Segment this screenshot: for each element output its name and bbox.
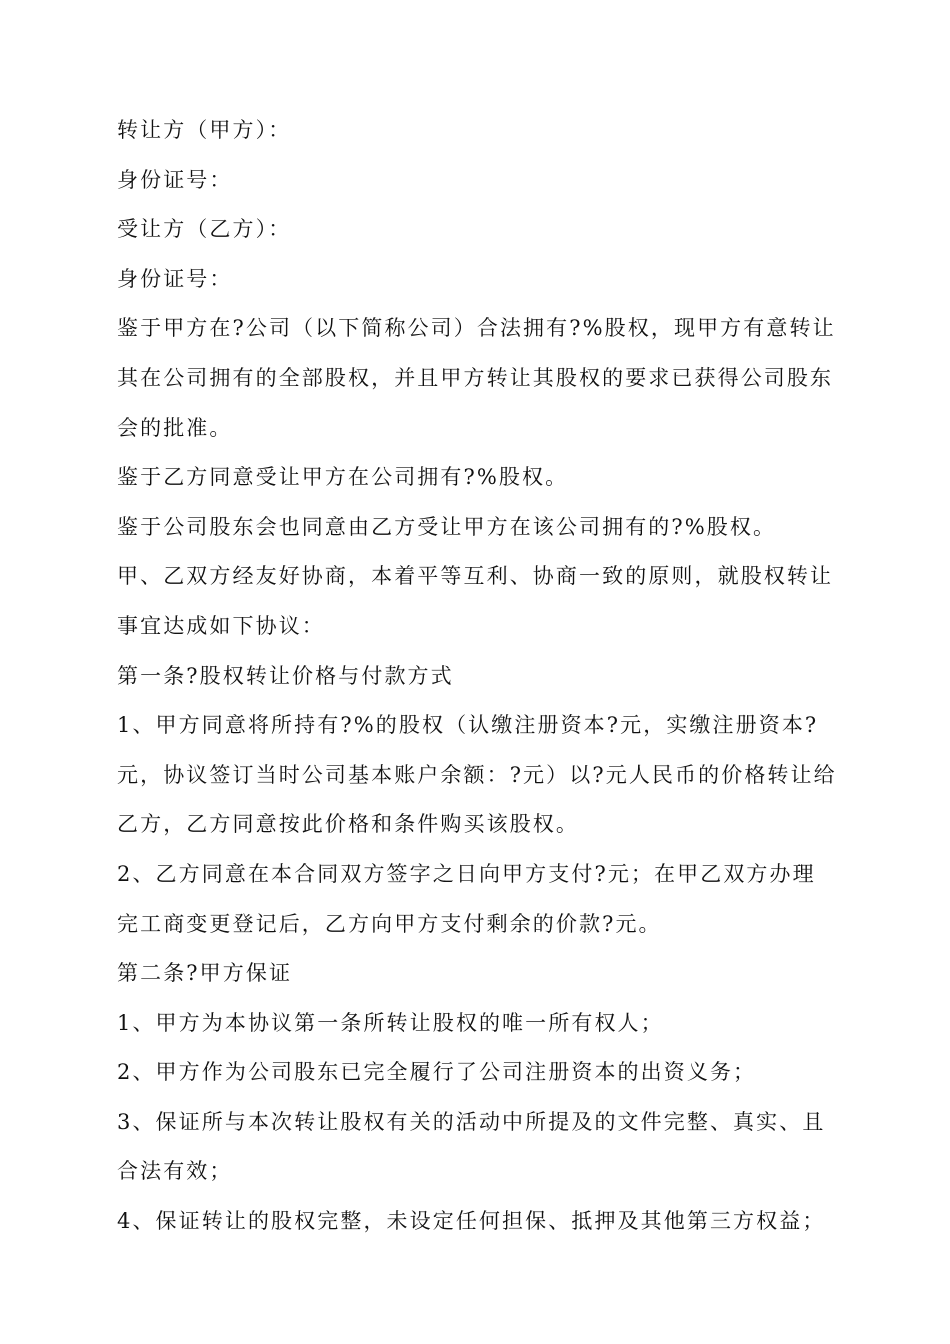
article-1-clause-1: 1、甲方同意将所持有?%的股权（认缴注册资本?元，实缴注册资本?元，协议签订当时公司基本账户余额：?元）以?元人民币的价格转让给乙方，乙方同意按此价格和条件购买该股权。 [117, 713, 837, 837]
article-1-clause-2: 2、乙方同意在本合同双方签字之日向甲方支付?元；在甲乙双方办理完工商变更登记后，乙方向甲方支付剩余的价款?元。 [117, 861, 816, 936]
article-2-heading: 第二条?甲方保证 [117, 961, 293, 986]
article-2-clause-2: 2、甲方作为公司股东已完全履行了公司注册资本的出资义务； [117, 1060, 757, 1085]
article-2-clause-3: 3、保证所与本次转让股权有关的活动中所提及的文件完整、真实、且合法有效； [117, 1109, 826, 1184]
agreement-intro: 甲、乙双方经友好协商，本着平等互利、协商一致的原则，就股权转让事宜达成如下协议： [117, 564, 834, 638]
article-2-clause-4: 4、保证转让的股权完整，未设定任何担保、抵押及其他第三方权益； [117, 1209, 826, 1234]
transferor-line: 转让方（甲方）： [117, 118, 292, 142]
recital-paragraph-2: 鉴于乙方同意受让甲方在公司拥有?%股权。 [117, 465, 569, 490]
article-1-heading: 第一条?股权转让价格与付款方式 [117, 663, 454, 688]
recital-paragraph-1: 鉴于甲方在?公司（以下简称公司）合法拥有?%股权，现甲方有意转让其在公司拥有的全部股权，并且甲方转让其股权的要求已获得公司股东会的批准。 [117, 316, 836, 440]
recital-paragraph-3: 鉴于公司股东会也同意由乙方受让甲方在该公司拥有的?%股权。 [117, 514, 777, 539]
transferee-line: 受让方（乙方）： [117, 217, 292, 242]
transferor-id-line: 身份证号： [117, 167, 233, 192]
transferee-id-line: 身份证号： [117, 266, 233, 291]
article-2-clause-1: 1、甲方为本协议第一条所转让股权的唯一所有权人； [117, 1010, 664, 1035]
document-body [117, 106, 837, 1247]
